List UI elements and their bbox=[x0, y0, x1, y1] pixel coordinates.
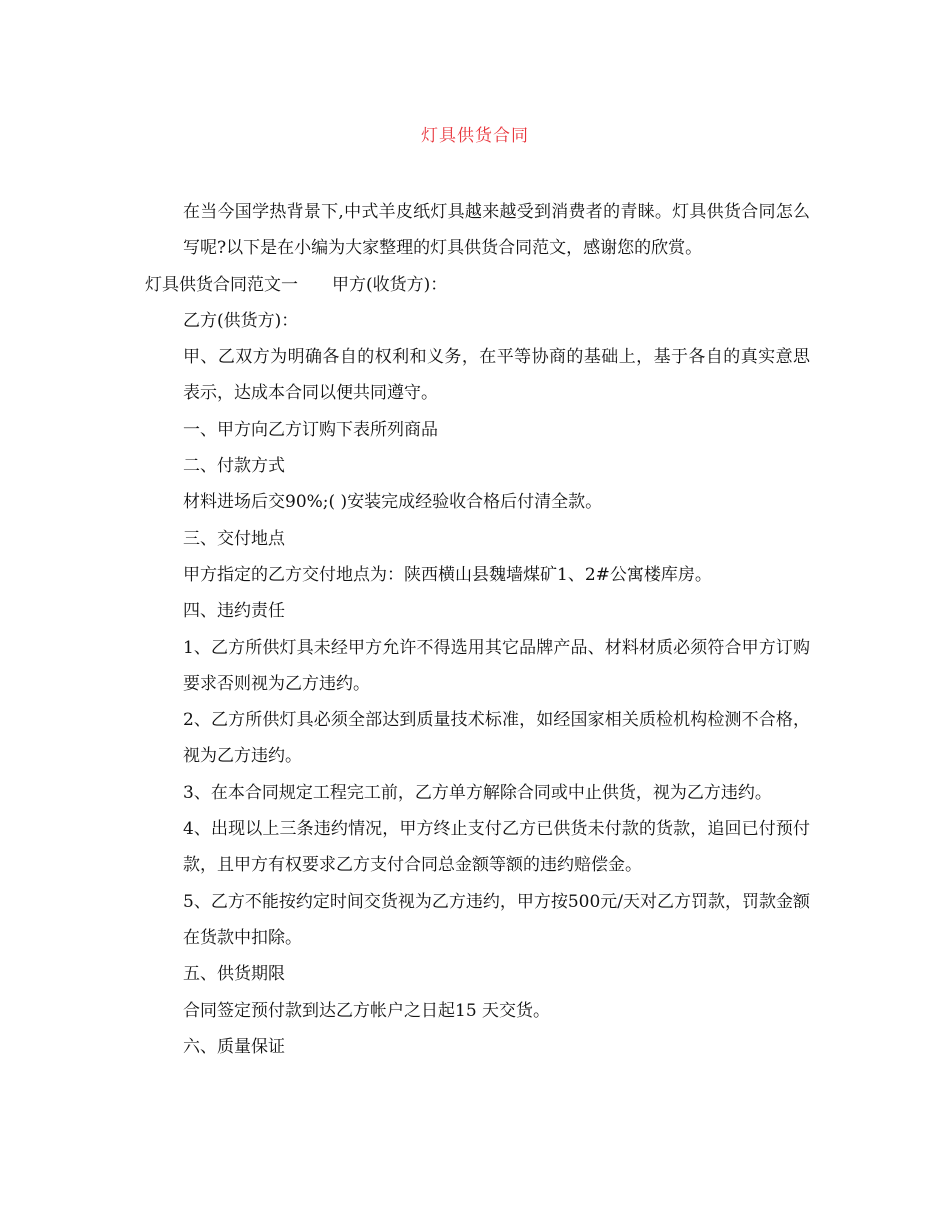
breach-clause-4: 4、出现以上三条违约情况，甲方终止支付乙方已供货未付款的货款，追回已付预付款，且甲方有权要求乙方支付合同总金额等额的违约赔偿金。 bbox=[183, 819, 810, 876]
party-b-label: 乙方(供货方)： bbox=[183, 310, 299, 331]
sample-heading: 灯具供货合同范文一 bbox=[145, 274, 298, 295]
section-heading-5: 五、供货期限 bbox=[183, 964, 285, 985]
sample-heading-line bbox=[145, 267, 810, 303]
party-a-label: 甲方(收货方)： bbox=[332, 274, 448, 295]
section-heading-6: 六、质量保证 bbox=[183, 1036, 285, 1057]
document-body bbox=[145, 194, 810, 1065]
intro-paragraph: 在当今国学热背景下,中式羊皮纸灯具越来越受到消费者的青睐。灯具供货合同怎么写呢?以下是在小编为大家整理的灯具供货合同范文，感谢您的欣赏。 bbox=[183, 202, 810, 259]
document-title: 灯具供货合同 bbox=[421, 126, 529, 146]
section-heading-1: 一、甲方向乙方订购下表所列商品 bbox=[183, 419, 438, 440]
payment-terms: 材料进场后交90%;( )安装完成经验收合格后付清全款。 bbox=[183, 492, 603, 513]
section-heading-3: 三、交付地点 bbox=[183, 528, 285, 549]
breach-clause-5: 5、乙方不能按约定时间交货视为乙方违约，甲方按500元/天对乙方罚款，罚款金额在货款中扣除。 bbox=[183, 891, 810, 948]
breach-clause-1: 1、乙方所供灯具未经甲方允许不得选用其它品牌产品、材料材质必须符合甲方订购要求否则视为乙方违约。 bbox=[183, 637, 810, 694]
preamble-paragraph: 甲、乙双方为明确各自的权利和义务，在平等协商的基础上，基于各自的真实意思表示，达成本合同以便共同遵守。 bbox=[183, 347, 810, 404]
section-heading-2: 二、付款方式 bbox=[183, 456, 285, 477]
delivery-location: 甲方指定的乙方交付地点为：陕西横山县魏墙煤矿1、2#公寓楼库房。 bbox=[183, 564, 712, 585]
breach-clause-2: 2、乙方所供灯具必须全部达到质量技术标准，如经国家相关质检机构检测不合格，视为乙方违约。 bbox=[183, 710, 810, 767]
supply-term: 合同签定预付款到达乙方帐户之日起15 天交货。 bbox=[183, 1000, 551, 1021]
breach-clause-3: 3、在本合同规定工程完工前，乙方单方解除合同或中止供货，视为乙方违约。 bbox=[183, 782, 772, 803]
section-heading-4: 四、违约责任 bbox=[183, 601, 285, 622]
